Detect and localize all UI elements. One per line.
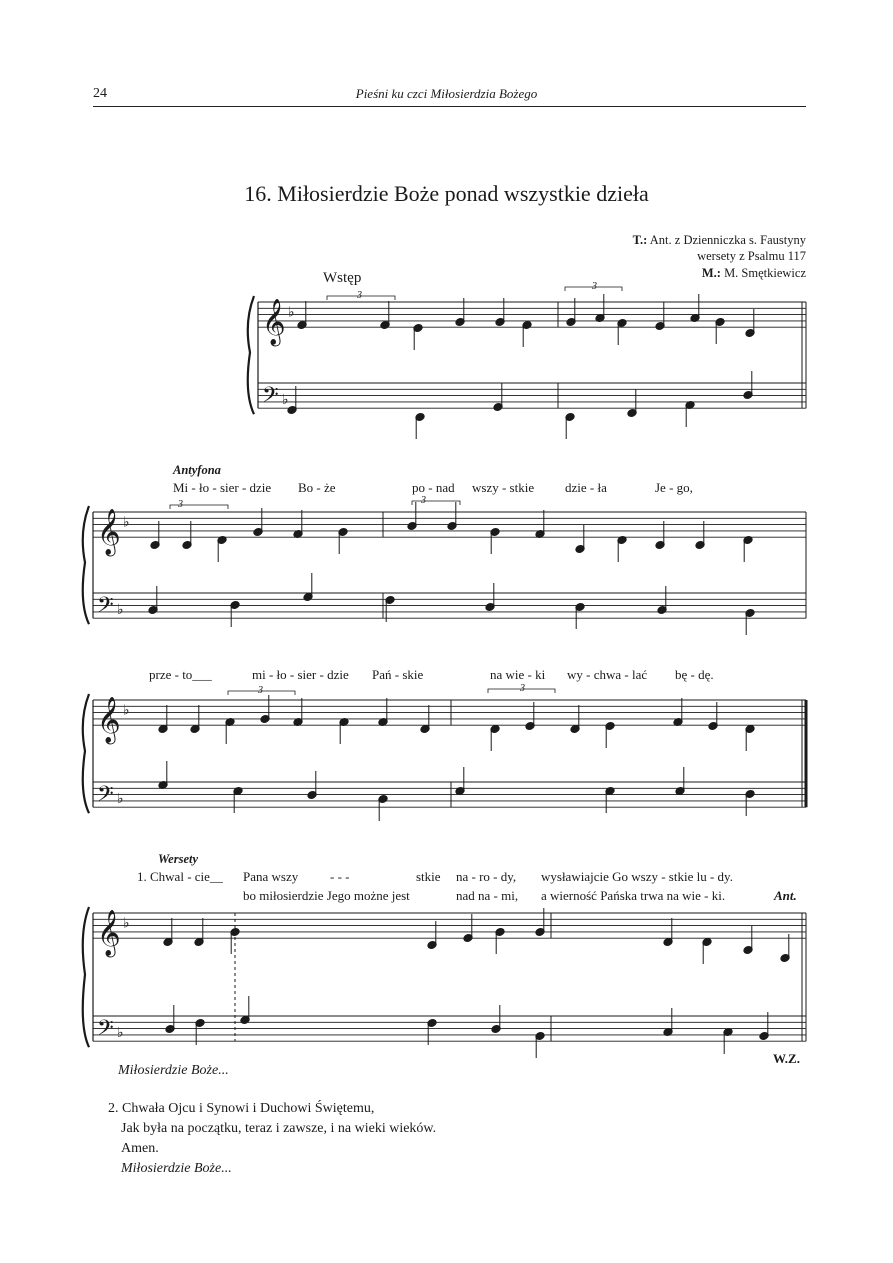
lyric-syllables: dzie - ła [565, 480, 607, 495]
bass-clef: 𝄢 [97, 782, 114, 813]
verse2-line-1: 2. Chwała Ojcu i Synowi i Duchowi Świętemu, [108, 1101, 375, 1116]
verse2-refrain-reference: Miłosierdzie Boże... [121, 1161, 232, 1176]
treble-clef: 𝄞 [262, 299, 286, 346]
tuplet-bracket [488, 689, 555, 693]
text-credit-label: T.: [632, 233, 648, 247]
tuplet-bracket [170, 505, 228, 509]
lyric-syllables: - - - [330, 869, 350, 884]
tuplet-bracket [565, 287, 622, 291]
verse2-line-2: Jak była na początku, teraz i zawsze, i na wieki wieków. [121, 1121, 437, 1136]
lyric-syllables: bo miłosierdzie Jego możne jest [243, 888, 410, 903]
page-number: 24 [93, 86, 107, 101]
bass-clef: 𝄢 [262, 383, 279, 414]
tuplet-mark: 3 [421, 495, 426, 506]
flat-key-signature: ♭ [123, 915, 130, 932]
lyric-syllables: na wie - ki [490, 667, 546, 682]
music-credit-name: M. Smętkiewicz [724, 266, 806, 280]
antiphon-label: Antyfona [173, 463, 221, 477]
flat-key-signature: ♭ [123, 702, 130, 719]
lyric-syllables: wysławiajcie Go wszy - stkie lu - dy. [541, 869, 733, 884]
lyric-syllables: Bo - że [298, 480, 336, 495]
text-credit-source: Ant. z Dzienniczka s. Faustyny [649, 233, 806, 247]
verse2-line-3: Amen. [121, 1141, 159, 1156]
lyric-syllables: wy - chwa - lać [567, 667, 648, 682]
grand-staff-brace [248, 296, 254, 414]
treble-clef: 𝄞 [97, 697, 121, 744]
treble-clef: 𝄞 [97, 910, 121, 957]
bass-clef: 𝄢 [97, 593, 114, 624]
tuplet-bracket [412, 501, 460, 505]
composer-initials: W.Z. [773, 1051, 800, 1066]
lyric-syllables: Pana wszy [243, 869, 299, 884]
refrain-reference: Miłosierdzie Boże... [118, 1063, 229, 1078]
tuplet-mark: 3 [592, 281, 597, 292]
lyric-syllables: mi - ło - sier - dzie [252, 667, 349, 682]
flat-key-signature: ♭ [123, 514, 130, 531]
flat-key-signature: ♭ [117, 601, 124, 618]
intro-label: Wstęp [323, 270, 362, 286]
treble-clef: 𝄞 [97, 509, 121, 556]
tuplet-mark: 3 [178, 499, 183, 510]
running-title: Pieśni ku czci Miłosierdzia Bożego [355, 86, 538, 101]
tuplet-bracket [228, 691, 295, 695]
flat-key-signature: ♭ [288, 304, 295, 321]
lyric-syllables: 1. Chwal - cie__ [137, 869, 223, 884]
music-credit-label: M.: [701, 266, 721, 280]
lyric-syllables: nad na - mi, [456, 888, 519, 903]
lyric-syllables: wszy - stkie [472, 480, 535, 495]
grand-staff-brace [83, 694, 89, 813]
tuplet-mark: 3 [520, 683, 525, 694]
bass-clef: 𝄢 [97, 1016, 114, 1047]
lyric-syllables: po - nad [412, 480, 455, 495]
tuplet-mark: 3 [258, 685, 263, 696]
lyric-syllables: a wierność Pańska trwa na wie - ki. [541, 888, 726, 903]
antiphon-return-mark: Ant. [774, 888, 797, 903]
lyric-syllables: Je - go, [655, 480, 693, 495]
lyric-syllables: bę - dę. [675, 667, 714, 682]
song-title: 16. Miłosierdzie Boże ponad wszystkie dzieła [244, 181, 649, 206]
verses-label: Wersety [158, 852, 199, 866]
tuplet-mark: 3 [357, 290, 362, 301]
lyric-syllables: stkie [416, 869, 441, 884]
tuplet-bracket [327, 296, 395, 300]
lyric-syllables: Pań - skie [372, 667, 424, 682]
grand-staff-brace [83, 506, 89, 624]
flat-key-signature: ♭ [117, 790, 124, 807]
lyric-syllables: na - ro - dy, [456, 869, 517, 884]
text-credit-line-2: wersety z Psalmu 117 [697, 249, 806, 263]
flat-key-signature: ♭ [117, 1024, 124, 1041]
grand-staff-brace [83, 907, 89, 1047]
flat-key-signature: ♭ [282, 391, 289, 408]
lyric-syllables: prze - to___ [149, 667, 212, 682]
lyric-syllables: Mi - ło - sier - dzie [173, 480, 272, 495]
